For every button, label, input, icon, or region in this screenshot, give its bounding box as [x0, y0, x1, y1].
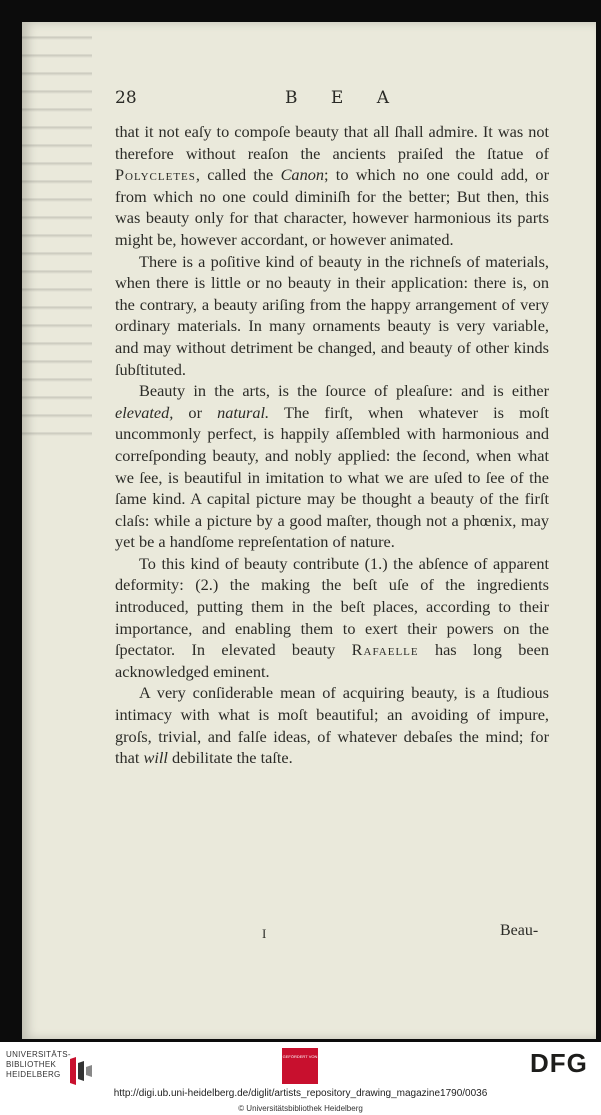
permalink[interactable]: http://digi.ub.uni-heidelberg.de/diglit/artists_repository_drawing_magazine1790/0036: [113, 1088, 488, 1099]
library-crest-icon: [66, 1055, 94, 1089]
binding-gutter: [22, 22, 92, 442]
copyright-notice: © Universitätsbibliothek Heidelberg: [238, 1104, 363, 1113]
library-name-line: UNIVERSITÄTS-: [6, 1050, 71, 1059]
funding-logo-icon[interactable]: [282, 1048, 318, 1084]
funding-logo-text: GEFÖRDERT VON: [282, 1054, 318, 1059]
viewer-footer: [0, 1042, 601, 1115]
signature-mark: I: [262, 926, 267, 941]
paragraph: To this kind of beauty contribute (1.) the abſence of apparent deformity: (2.) the making the beſt uſe of the ingredients introduced, putting them in the beſt places, according to their importance, and enabling them to exert their powers on the ſpectator. In elevated beauty Rafaelle has long been acknowledged eminent.: [115, 553, 549, 681]
dfg-logo[interactable]: DFG: [530, 1048, 588, 1078]
running-head: [115, 88, 585, 114]
paragraph: There is a poſitive kind of beauty in the richneſs of materials, when there is little or no beauty in their application: there is, on the contrary, a beauty ariſing from the happy arrangement of very ordinary materials. In many ornaments beauty is very variable, and may without detriment be changed, and beauty of other kinds ſubſtituted.: [115, 251, 549, 379]
paragraph: A very conſiderable mean of acquiring beauty, is a ſtudious intimacy with what is moſt beautiful; an avoiding of impure, groſs, trivial, and falſe ideas, of whatever debaſes the mind; for that will debilitate the taſte.: [115, 683, 549, 768]
body-text: [115, 121, 549, 769]
paragraph: that it not eaſy to compoſe beauty that all ſhall admire. It was not therefore without reaſon the ancients praiſed the ſtatue of Polycletes, called the Canon; to which no one could add, or from which no one could diminiſh for the better; But then, this was beauty only for that character, however harmonious its parts might be, however accordant, or however animated.: [115, 122, 549, 249]
catchword: Beau-: [500, 922, 539, 939]
page-number: 28: [115, 88, 137, 108]
library-logo[interactable]: [6, 1050, 106, 1086]
library-name-line: BIBLIOTHEK: [6, 1060, 57, 1069]
running-head-word: B E A: [285, 88, 403, 108]
library-name-line: HEIDELBERG: [6, 1070, 61, 1079]
paragraph: Beauty in the arts, is the ſource of pleaſure: and is either elevated, or natural. The firſt, when whatever is moſt uncommonly perfect, is happily aſſembled with harmonious and correſponding beauty, and nobly applied: the ſecond, when what we ſee, is beautiful in imitation to what we are uſed to ſee of the ſame kind. A capital picture may be thought a beauty of the firſt claſs: while a picture by a good maſter, though not a phœnix, may yet be a handſome repreſentation of nature.: [115, 381, 549, 552]
